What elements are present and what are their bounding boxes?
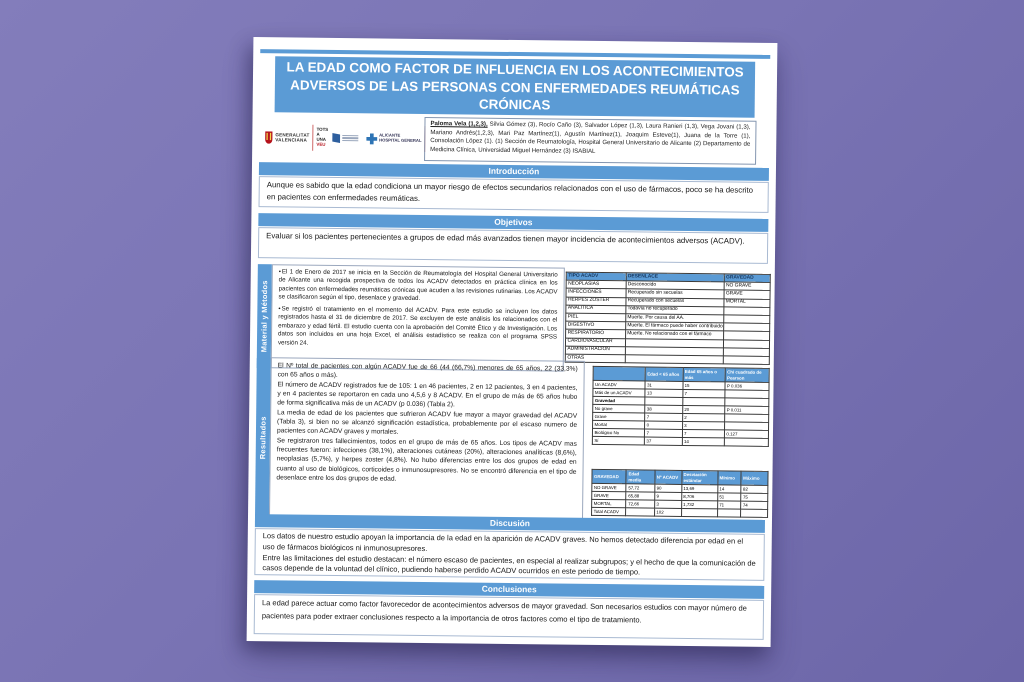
table-cell — [625, 355, 723, 364]
section-label-material-metodos: Material y Métodos — [257, 264, 272, 368]
paragraph: Se registraron tres fallecimientos, todos en el grupo de más de 65 años. Los tipos de ACADV mas frecuentes fueron: infecciones (38,1%), alteraciones cutáneas (20%), alteraciones analíticas (8,6%), neoplasias (5,7%), y herpes zoster (4,8%). No hubo diferencias entre los dos grupos de edad en cuanto al uso de biológicos, corticoides o inmunosupresores. No se encontró diferencia en el tipo de desenlace entre los dos grupos de edad. — [276, 437, 577, 483]
table-cell: 3 — [682, 421, 724, 429]
generalitat-valenciana-emblem-icon — [264, 131, 273, 144]
table-cell: 31 — [645, 381, 683, 389]
table-cell: 71 — [717, 501, 741, 509]
table-cell: 0.127 — [724, 430, 768, 438]
section-label-resultados: Resultados — [255, 358, 271, 517]
logo-divider — [312, 125, 313, 151]
table-cell: Muerte. No relacionado con el fármaco — [625, 330, 723, 339]
table-cell: 7 — [644, 429, 682, 437]
table-cell: ANALÍTICA — [566, 305, 626, 314]
table-cell: GRAVE — [724, 290, 770, 299]
table-row — [565, 354, 769, 365]
table-header-cell: GRAVEDAD — [592, 469, 627, 483]
logo-strip — [264, 115, 422, 161]
poster-page — [247, 37, 778, 647]
table-cell: 90 — [655, 484, 682, 492]
table-cell: Mortal — [593, 420, 645, 429]
table-cell: ADMINISTRACIÓN — [565, 346, 625, 355]
table-cell: Grave — [593, 412, 645, 421]
table-cell: 1,732 — [681, 500, 717, 508]
table-cell: 15 — [683, 381, 725, 389]
table-cell: 102 — [654, 508, 681, 516]
table-cell: 7 — [645, 413, 683, 421]
table-cell: Sí — [592, 436, 644, 445]
tots-a-una-veu-logo — [316, 128, 328, 147]
logo-text: A UNA — [316, 131, 327, 142]
table-cell: 74 — [741, 501, 768, 509]
table-header-cell — [593, 366, 645, 381]
paragraph: Los datos de nuestro estudio apoyan la importancia de la edad en la aparición de ACADV graves. No hemos detectado diferencia por edad en el uso de fármacos biológicos ni inmunosupresores. — [262, 531, 744, 553]
material-metodos-body — [271, 264, 565, 371]
logo-text: TOTS — [316, 127, 329, 133]
lead-author: Paloma Vela (1,2,3), — [430, 120, 488, 128]
paragraph: El Nº total de pacientes con algún ACADV fue de 66 (44 (66,7%) menores de 65 años, 22 (33,3%) con 65 años o más). — [277, 362, 578, 380]
section-header-objetivos: Objetivos — [258, 213, 768, 232]
table-cell: 37 — [644, 437, 682, 445]
logos-authors-row — [264, 115, 756, 165]
table-cell — [626, 508, 654, 516]
table-cell: 51 — [717, 493, 741, 501]
table-cell: 38 — [645, 405, 683, 413]
hospital-logo-text — [379, 134, 422, 144]
table-cell: 2 — [682, 413, 724, 421]
table-cell: Gravedad — [593, 396, 645, 405]
table-cell: 82 — [741, 485, 768, 493]
table-cell: No grave — [593, 404, 645, 413]
table-cell: PIEL — [566, 313, 626, 322]
table-header-cell: Edad 65 años o más — [683, 367, 726, 381]
table-row — [592, 436, 768, 446]
table-cell: P 0.011 — [725, 406, 769, 414]
table-cell: 8,706 — [681, 492, 717, 500]
table-cell: 3 — [654, 500, 681, 508]
tabla-1-tipos-acadv — [565, 272, 771, 366]
table-cell: 9 — [654, 492, 681, 500]
table-cell: 75 — [741, 493, 768, 501]
hospital-general-alicante-logo — [366, 133, 422, 145]
table-header-cell: GRAVEDAD — [724, 274, 770, 283]
table-cell: 72,66 — [626, 500, 654, 508]
discusion-body — [254, 528, 765, 581]
objetivos-body: Evaluar si los pacientes pertenecientes a grupos de edad más avanzados tienen mayor incidencia de acontecimientos adversos (ACADV). — [258, 227, 768, 264]
table-header-cell: Nº ACADV — [655, 470, 682, 484]
authors-list: Silvia Gómez (3), Rocío Caño (3), Salvador López (1,3), Laura Ranieri (1,3), Vega Jovani (1,3), Mariano Andrés(1,2,3), Mari Paz Martínez(1), Agustín Martínez(1), Joaquim Esteve(1), Juana de la Torre (1), Consolación López (1). (1) Sección de Reumatología, Hospital General Universitario de Alicante (2) Departamento de Medicina Clínica, Universidad Miguel Hernández (3) ISABIAL — [430, 120, 751, 155]
section-header-discusion: Discusión — [255, 514, 765, 533]
authors-box — [424, 117, 756, 165]
table-cell: NO GRAVE — [724, 282, 770, 291]
logo-text: GENERALITAT — [275, 132, 310, 138]
paragraph: • Se registró el tratamiento en el momento del ACADV. Para este estudio se incluyen los datos registrados hasta el 31 de diciembre de 2017. Se excluyen de este análisis los relacionados con el embarazo y edad fértil. El estudio cuenta con la aprobación del Comité Ético y de Investigación. Los datos son incluidos en una hoja Excel, el análisis estadístico se realiza con el programa SPSS versión 24. — [278, 305, 557, 350]
logo-text: HOSPITAL GENERAL — [379, 137, 422, 143]
table-cell: 7 — [682, 389, 724, 397]
paragraph: La media de edad de los pacientes que sufrieron ACADV fue mayor a mayor gravedad del ACADV (Tabla 3), si bien no se alcanzó significación estadística, probablemente por el escaso numero de pacientes con ACADV graves y mortales. — [276, 409, 578, 437]
table-cell: Todavía no recuperado — [625, 306, 723, 315]
table-cell — [724, 438, 768, 446]
table-cell: Un ACADV — [593, 380, 645, 389]
table-cell: Muerte. Por causa del AA. — [625, 314, 723, 323]
table-cell — [741, 509, 768, 517]
table-cell — [723, 356, 769, 365]
table-header-cell: DESENLACE — [626, 273, 724, 282]
table-cell: Total ACADV — [592, 507, 627, 515]
table-cell: Desconocido — [626, 281, 724, 290]
table-row — [592, 507, 768, 517]
tabla-3-gravedad-edad — [591, 469, 769, 518]
section-header-conclusiones: Conclusiones — [254, 580, 764, 599]
tabla-2-edad-grupos — [592, 366, 770, 447]
table-cell: 7 — [682, 429, 724, 437]
table-cell: HERPES ZOSTER — [566, 297, 626, 306]
table-cell — [717, 509, 741, 517]
table-cell: MORTAL — [592, 499, 627, 507]
table-cell: MORTAL — [724, 299, 770, 308]
table-cell: CARDIOVASCULAR — [565, 338, 625, 347]
logo-text: VALENCIANA — [275, 137, 308, 143]
table-cell: GRAVE — [592, 491, 627, 499]
table-cell: 14 — [682, 437, 724, 445]
table-cell: NO GRAVE — [592, 483, 627, 491]
table-cell: 57,72 — [626, 484, 654, 492]
table-cell: 65,88 — [626, 492, 654, 500]
table-cell: 13 — [645, 389, 683, 397]
table-cell: P 0.036 — [725, 382, 769, 390]
table-cell: Más de un ACADV — [593, 388, 645, 397]
table-cell: Recuperado con secuelas — [626, 297, 724, 306]
table-cell: DIGESTIVO — [566, 321, 626, 330]
table-header-cell: Edad media — [626, 470, 654, 484]
table-cell: Muerte. El fármaco puede haber contribuido — [625, 322, 723, 331]
conclusiones-body: La edad parece actuar como factor favorecedor de acontecimientos adversos de mayor gravedad. Son necesarios estudios con mayor número de pacientes para poder extraer conclusiones respecto a la importancia de otros factores como el tipo de tratamiento. — [254, 594, 764, 640]
paragraph: Entre las limitaciones del estudio destacan: el número escaso de pacientes, en especial al realizar subgrupos; y el hecho de que la comunicación de casos depende de la voluntad del clínico, pudiendo haberse perdido ACADV ocurridos en este periodo de tiempo. — [262, 552, 756, 577]
conselleria-text-lines — [342, 135, 358, 142]
paragraph: • El 1 de Enero de 2017 se inicia en la Sección de Reumatología del Hospital General Universitario de Alicante una recogida prospectiva de todos los ACADV detectados en práctica clínica en los pacientes con enfermedades reumáticas crónicas que acuden a las revisiones rutinarias. Los ACADV se clasificaron según el tipo, desenlace y gravedad. — [278, 268, 557, 305]
logo-text: ALICANTE — [379, 132, 401, 138]
poster-title: LA EDAD COMO FACTOR DE INFLUENCIA EN LOS ACONTECIMIENTOS ADVERSOS DE LAS PERSONAS CON ENFERMEDADES REUMÁTICAS CRÓNICAS — [275, 56, 756, 117]
resultados-body — [269, 357, 585, 523]
table-header-cell: TIPO ACADV — [566, 272, 626, 281]
table-header-cell: Máximo — [741, 471, 768, 485]
table-cell: Biológico No — [592, 428, 644, 437]
conselleria-emblem-icon — [332, 133, 340, 143]
table-cell: NEOPLASIAS — [566, 280, 626, 289]
table-cell: 14 — [717, 485, 741, 493]
conselleria-sanitat-logo — [332, 133, 358, 143]
table-header-cell: Chi cuadrado de Pearson — [725, 368, 769, 382]
table-cell: INFECCIONES — [566, 289, 626, 298]
hospital-cross-icon — [366, 133, 377, 144]
table-header-cell: Desviación estándar — [681, 470, 717, 484]
logo-text: VEU — [316, 141, 326, 147]
section-header-introduccion: Introducción — [259, 162, 769, 181]
introduccion-body: Aunque es sabido que la edad condiciona un mayor riesgo de efectos secundarios relacionados con el uso de fármacos, poco se ha descrito en pacientes con enfermedades reumáticas. — [259, 176, 769, 213]
table-cell: Recuperado sin secuelas — [626, 289, 724, 298]
table-cell: RESPIRATORIO — [566, 330, 626, 339]
table-cell: OTRAS — [565, 354, 625, 363]
table-header-cell: Mínimo — [717, 471, 741, 485]
table-cell: 20 — [682, 405, 724, 413]
generalitat-valenciana-logo — [275, 132, 309, 142]
paragraph: El número de ACADV registrados fue de 105: 1 en 46 pacientes, 2 en 12 pacientes, 3 en 4 pacientes, y en 4 pacientes se reportaron en cada uno 4,5,6 y 8 ACADV. En el grupo de más de 65 años hubo de forma significativa más de un ACADV (p 0.036) (Tabla 2). — [277, 381, 578, 409]
table-header-cell: Edad < 65 años — [645, 367, 683, 381]
table-cell: 0 — [645, 421, 683, 429]
table-cell — [681, 508, 717, 516]
table-cell: 13,69 — [681, 484, 717, 492]
